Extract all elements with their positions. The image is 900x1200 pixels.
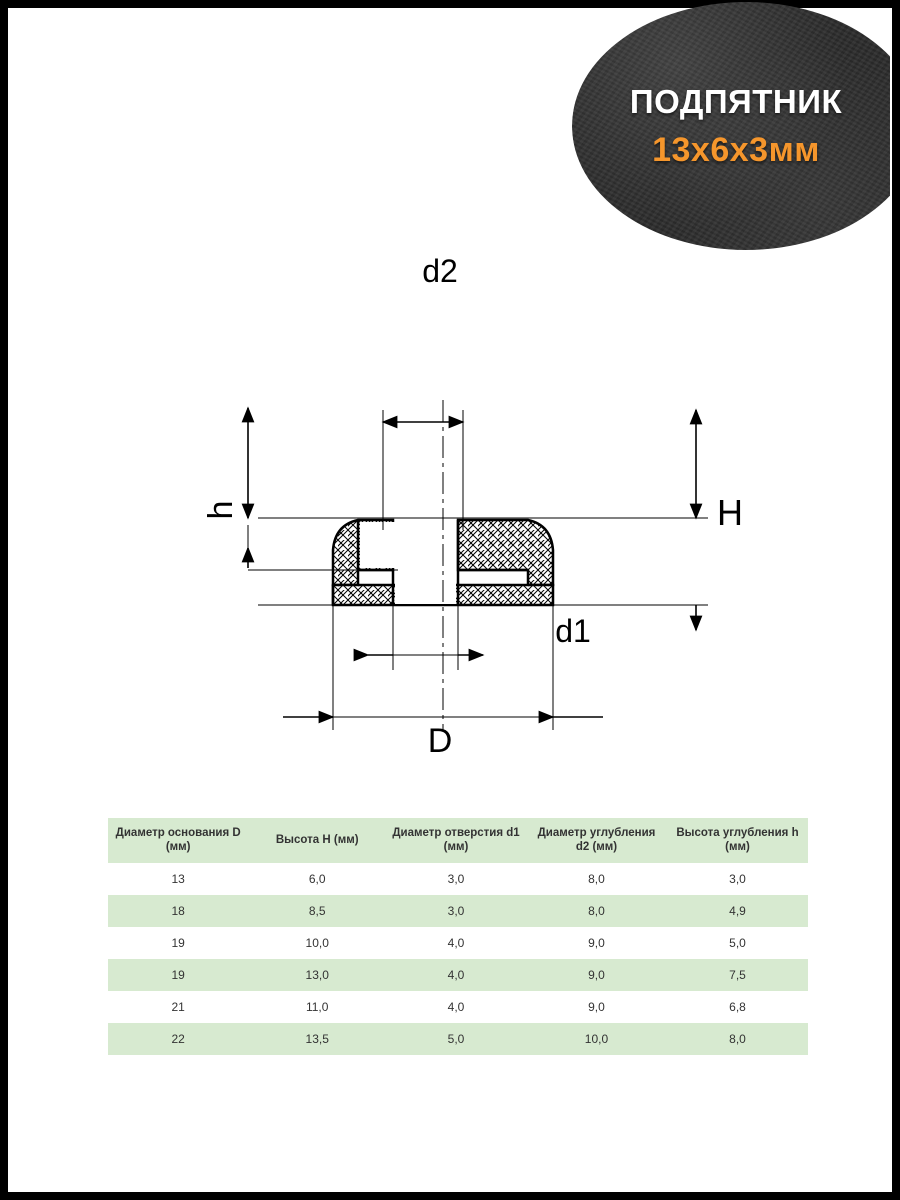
spec-table-container: [108, 818, 808, 1055]
col-header-D: Диаметр основания D (мм): [108, 818, 248, 863]
col-header-d2: Диаметр углубления d2 (мм): [526, 818, 667, 863]
col-header-h: Высота углубления h (мм): [667, 818, 808, 863]
cell-h: 8,0: [667, 1023, 808, 1055]
cell-d2: 9,0: [526, 959, 667, 991]
product-badge: [572, 2, 890, 250]
cell-d2: 9,0: [526, 927, 667, 959]
cell-d1: 4,0: [386, 991, 526, 1023]
svg-text:d1: d1: [555, 613, 591, 649]
cell-h: 3,0: [667, 863, 808, 895]
cell-D: 22: [108, 1023, 248, 1055]
cell-d1: 3,0: [386, 895, 526, 927]
spec-table-head: [108, 818, 808, 863]
cell-H: 11,0: [248, 991, 386, 1023]
cell-D: 19: [108, 927, 248, 959]
svg-text:d2: d2: [422, 253, 458, 289]
svg-text:H: H: [717, 492, 743, 533]
cell-d2: 8,0: [526, 863, 667, 895]
table-row: [108, 959, 808, 991]
cell-d1: 4,0: [386, 959, 526, 991]
badge-circle: [572, 2, 890, 250]
spec-table-body: [108, 863, 808, 1055]
cell-D: 18: [108, 895, 248, 927]
col-header-d1: Диаметр отверстия d1 (мм): [386, 818, 526, 863]
cell-h: 4,9: [667, 895, 808, 927]
table-header-row: [108, 818, 808, 863]
cell-D: 19: [108, 959, 248, 991]
cell-d1: 3,0: [386, 863, 526, 895]
spec-table: [108, 818, 808, 1055]
table-row: [108, 1023, 808, 1055]
cell-d2: 9,0: [526, 991, 667, 1023]
cell-D: 13: [108, 863, 248, 895]
badge-title: ПОДПЯТНИК: [629, 82, 843, 120]
table-row: [108, 895, 808, 927]
cell-d2: 8,0: [526, 895, 667, 927]
cell-h: 7,5: [667, 959, 808, 991]
cell-H: 13,5: [248, 1023, 386, 1055]
cell-H: 13,0: [248, 959, 386, 991]
col-header-H: Высота H (мм): [248, 818, 386, 863]
cell-d1: 5,0: [386, 1023, 526, 1055]
cell-H: 6,0: [248, 863, 386, 895]
cell-D: 21: [108, 991, 248, 1023]
technical-drawing: [8, 230, 900, 790]
svg-text:h: h: [202, 500, 240, 520]
dimension-d1: [368, 605, 591, 670]
dimension-d2: [383, 253, 463, 530]
table-row: [108, 991, 808, 1023]
cell-h: 6,8: [667, 991, 808, 1023]
table-row: [108, 927, 808, 959]
cell-d2: 10,0: [526, 1023, 667, 1055]
svg-text:D: D: [427, 722, 453, 760]
cell-H: 10,0: [248, 927, 386, 959]
cell-h: 5,0: [667, 927, 808, 959]
cell-H: 8,5: [248, 895, 386, 927]
cell-d1: 4,0: [386, 927, 526, 959]
badge-size: 13x6x3мм: [652, 130, 820, 169]
table-row: [108, 863, 808, 895]
